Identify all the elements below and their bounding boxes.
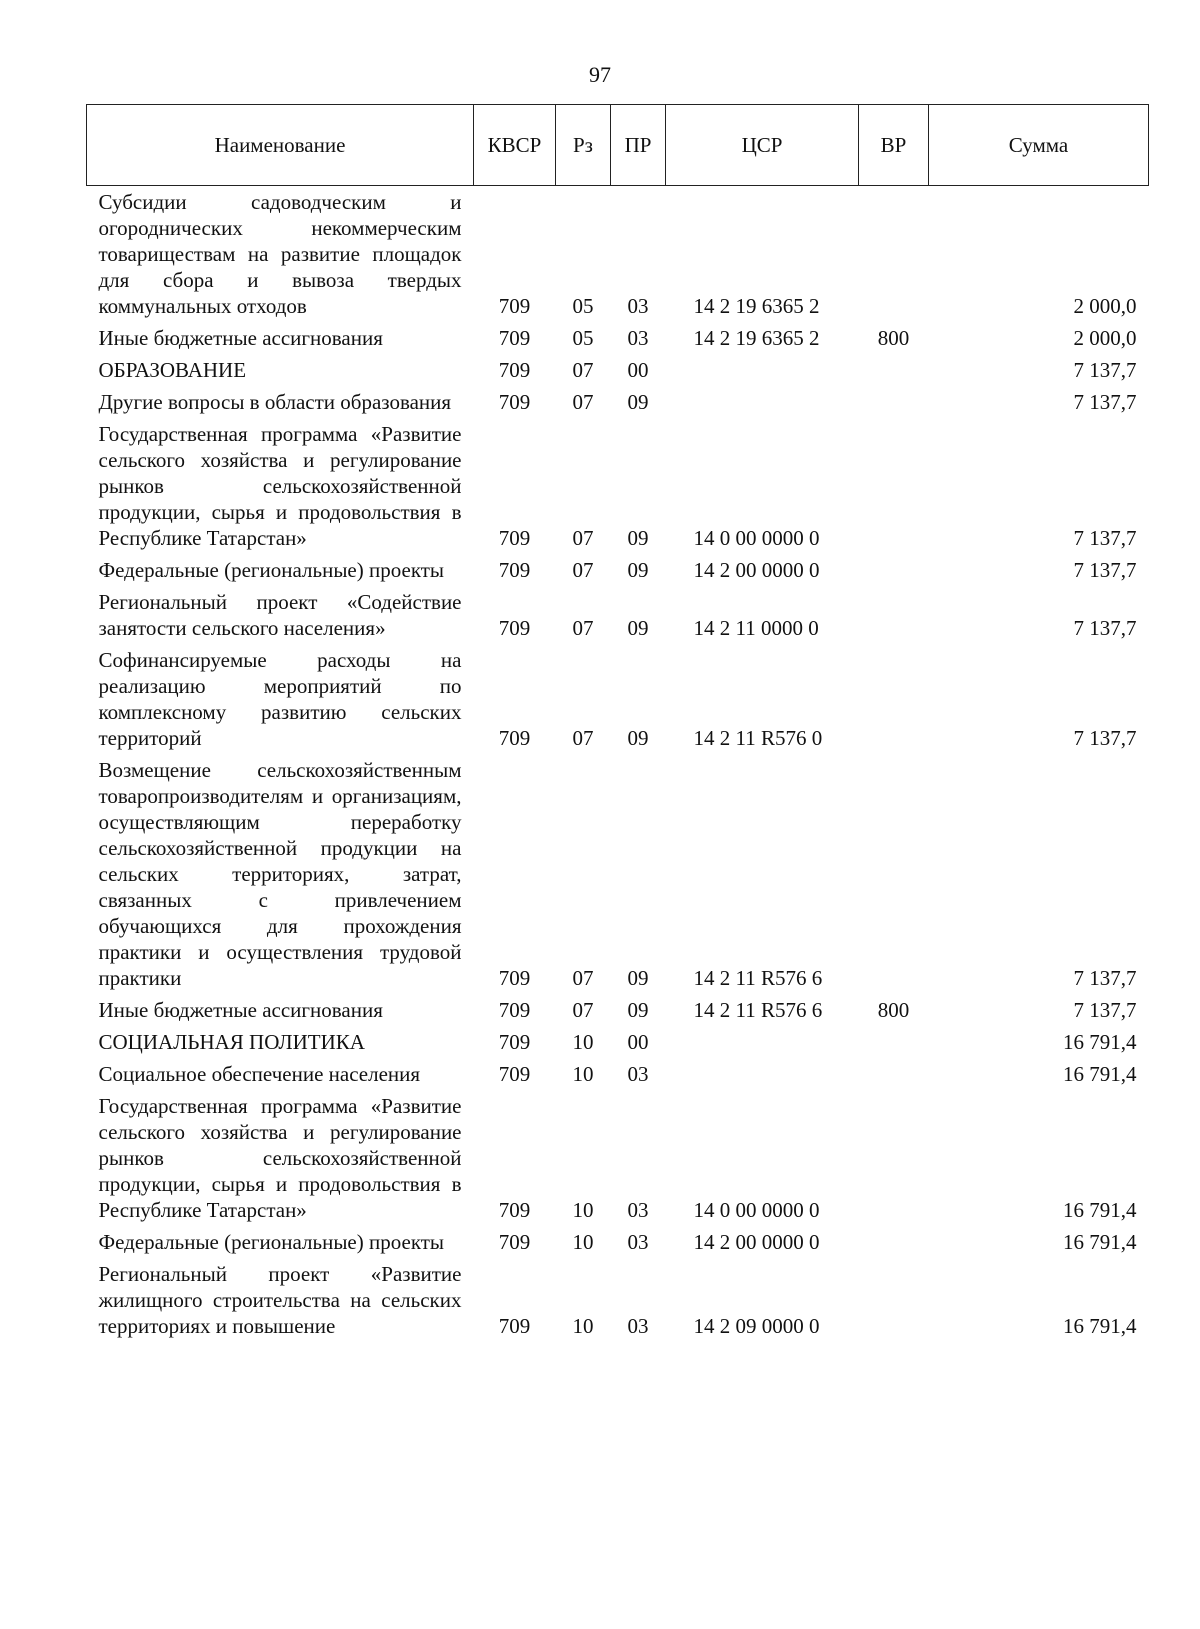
row-kvsr: 709 <box>498 726 531 750</box>
row-vr <box>859 1055 929 1087</box>
table-row <box>87 186 1149 320</box>
row-sum: 7 137,7 <box>1073 526 1137 550</box>
row-rz: 07 <box>572 966 594 990</box>
row-kvsr: 709 <box>498 1062 531 1086</box>
row-name: Иные бюджетные ассигнования <box>98 326 383 350</box>
table-row <box>87 415 1149 551</box>
row-sum: 16 791,4 <box>1063 1030 1137 1054</box>
row-pr: 03 <box>627 1314 649 1338</box>
header-sum: Сумма <box>929 105 1149 186</box>
row-sum: 7 137,7 <box>1073 358 1137 382</box>
row-pr: 09 <box>627 526 649 550</box>
page-number: 97 <box>589 62 611 87</box>
row-pr: 03 <box>627 1198 649 1222</box>
table-row <box>87 1055 1149 1087</box>
row-name: Региональный проект «Развитие жилищного строительства на сельских территориях и повышение <box>98 1262 462 1338</box>
row-vr: 800 <box>877 326 910 350</box>
row-pr: 03 <box>627 1230 649 1254</box>
table-row <box>87 641 1149 751</box>
row-rz: 07 <box>572 998 594 1022</box>
row-pr: 09 <box>627 998 649 1022</box>
table-row <box>87 1087 1149 1223</box>
row-rz: 07 <box>572 526 594 550</box>
row-pr: 09 <box>627 966 649 990</box>
row-sum: 7 137,7 <box>1073 726 1137 750</box>
table-body <box>87 186 1149 1340</box>
row-kvsr: 709 <box>498 1314 531 1338</box>
row-kvsr: 709 <box>498 1030 531 1054</box>
row-rz: 07 <box>572 616 594 640</box>
row-vr <box>859 1223 929 1255</box>
row-name: Социальное обеспечение населения <box>98 1062 421 1086</box>
row-kvsr: 709 <box>498 326 531 350</box>
row-csr <box>666 1055 859 1087</box>
row-pr: 03 <box>627 326 649 350</box>
table-row <box>87 991 1149 1023</box>
row-vr <box>859 1255 929 1339</box>
row-name: Субсидии садоводческим и огороднических некоммерческим товариществам на развитие площадок для сбора и вывоза твердых коммунальных отходов <box>98 190 462 318</box>
row-kvsr: 709 <box>498 998 531 1022</box>
header-vr: ВР <box>859 105 929 186</box>
row-sum: 7 137,7 <box>1073 966 1137 990</box>
row-vr <box>859 583 929 641</box>
row-sum: 16 791,4 <box>1063 1198 1137 1222</box>
row-pr: 09 <box>627 390 649 414</box>
header-rz: Рз <box>556 105 611 186</box>
row-kvsr: 709 <box>498 294 531 318</box>
row-sum: 2 000,0 <box>1073 326 1137 350</box>
table-row <box>87 383 1149 415</box>
row-csr: 14 2 11 0000 0 <box>693 616 819 640</box>
row-rz: 05 <box>572 294 594 318</box>
row-sum: 7 137,7 <box>1073 390 1137 414</box>
row-rz: 07 <box>572 726 594 750</box>
row-sum: 7 137,7 <box>1073 558 1137 582</box>
row-vr <box>859 551 929 583</box>
row-rz: 07 <box>572 558 594 582</box>
table-row <box>87 1255 1149 1339</box>
row-csr: 14 2 19 6365 2 <box>693 294 820 318</box>
row-name: Государственная программа «Развитие сельского хозяйства и регулирование рынков сельскохозяйственной продукции, сырья и продовольствия в Республике Татарстан» <box>98 422 462 550</box>
table-row <box>87 351 1149 383</box>
row-sum: 7 137,7 <box>1073 616 1137 640</box>
row-csr <box>666 383 859 415</box>
row-vr <box>859 351 929 383</box>
row-kvsr: 709 <box>498 526 531 550</box>
row-csr: 14 2 00 0000 0 <box>693 558 820 582</box>
row-name: Федеральные (региональные) проекты <box>98 558 445 582</box>
row-name: Другие вопросы в области образования <box>98 390 452 414</box>
row-rz: 10 <box>572 1198 594 1222</box>
row-vr <box>859 751 929 991</box>
row-kvsr: 709 <box>498 1230 531 1254</box>
row-kvsr: 709 <box>498 1198 531 1222</box>
row-name: Федеральные (региональные) проекты <box>98 1230 445 1254</box>
row-vr <box>859 383 929 415</box>
row-name: Возмещение сельскохозяйственным товаропроизводителям и организациям, осуществляющим переработку сельскохозяйственной продукции на сельских территориях, затрат, связанных с привлечением обучающихся для прохождения практики и осуществления трудовой практики <box>98 758 462 990</box>
header-csr: ЦСР <box>666 105 859 186</box>
row-name: ОБРАЗОВАНИЕ <box>98 358 247 382</box>
table-row <box>87 751 1149 991</box>
row-csr: 14 2 11 R576 6 <box>693 998 823 1022</box>
row-pr: 03 <box>627 294 649 318</box>
row-pr: 03 <box>627 1062 649 1086</box>
row-rz: 07 <box>572 390 594 414</box>
row-pr: 09 <box>627 558 649 582</box>
row-pr: 00 <box>627 1030 649 1054</box>
row-sum: 16 791,4 <box>1063 1314 1137 1338</box>
row-sum: 2 000,0 <box>1073 294 1137 318</box>
row-pr: 09 <box>627 726 649 750</box>
row-sum: 16 791,4 <box>1063 1230 1137 1254</box>
row-csr <box>666 351 859 383</box>
row-rz: 07 <box>572 358 594 382</box>
table-row <box>87 1023 1149 1055</box>
row-vr <box>859 415 929 551</box>
row-name: Государственная программа «Развитие сельского хозяйства и регулирование рынков сельскохозяйственной продукции, сырья и продовольствия в Республике Татарстан» <box>98 1094 462 1222</box>
row-name: Иные бюджетные ассигнования <box>98 998 383 1022</box>
row-kvsr: 709 <box>498 390 531 414</box>
row-csr: 14 2 19 6365 2 <box>693 326 820 350</box>
row-kvsr: 709 <box>498 616 531 640</box>
row-sum: 16 791,4 <box>1063 1062 1137 1086</box>
row-kvsr: 709 <box>498 358 531 382</box>
row-kvsr: 709 <box>498 558 531 582</box>
row-name: СОЦИАЛЬНАЯ ПОЛИТИКА <box>98 1030 365 1054</box>
budget-table <box>86 104 1149 1339</box>
row-pr: 09 <box>627 616 649 640</box>
row-csr: 14 0 00 0000 0 <box>693 526 820 550</box>
row-csr: 14 2 11 R576 6 <box>693 966 823 990</box>
row-csr: 14 2 11 R576 0 <box>693 726 823 750</box>
table-row <box>87 1223 1149 1255</box>
row-csr <box>666 1023 859 1055</box>
row-vr <box>859 1087 929 1223</box>
row-sum: 7 137,7 <box>1073 998 1137 1022</box>
row-pr: 00 <box>627 358 649 382</box>
row-vr: 800 <box>877 998 910 1022</box>
row-rz: 10 <box>572 1062 594 1086</box>
table-row <box>87 551 1149 583</box>
header-kvsr: КВСР <box>474 105 556 186</box>
row-csr: 14 0 00 0000 0 <box>693 1198 820 1222</box>
row-name: Софинансируемые расходы на реализацию мероприятий по комплексному развитию сельских территорий <box>98 648 462 750</box>
header-pr: ПР <box>611 105 666 186</box>
row-vr <box>859 186 929 320</box>
table-row <box>87 319 1149 351</box>
row-name: Региональный проект «Содействие занятости сельского населения» <box>98 590 462 640</box>
row-csr: 14 2 00 0000 0 <box>693 1230 820 1254</box>
table-header-row <box>87 105 1149 186</box>
row-kvsr: 709 <box>498 966 531 990</box>
header-name: Наименование <box>87 105 474 186</box>
table-row <box>87 583 1149 641</box>
row-rz: 10 <box>572 1030 594 1054</box>
row-rz: 10 <box>572 1230 594 1254</box>
row-rz: 10 <box>572 1314 594 1338</box>
row-csr: 14 2 09 0000 0 <box>693 1314 820 1338</box>
row-vr <box>859 1023 929 1055</box>
row-vr <box>859 641 929 751</box>
row-rz: 05 <box>572 326 594 350</box>
